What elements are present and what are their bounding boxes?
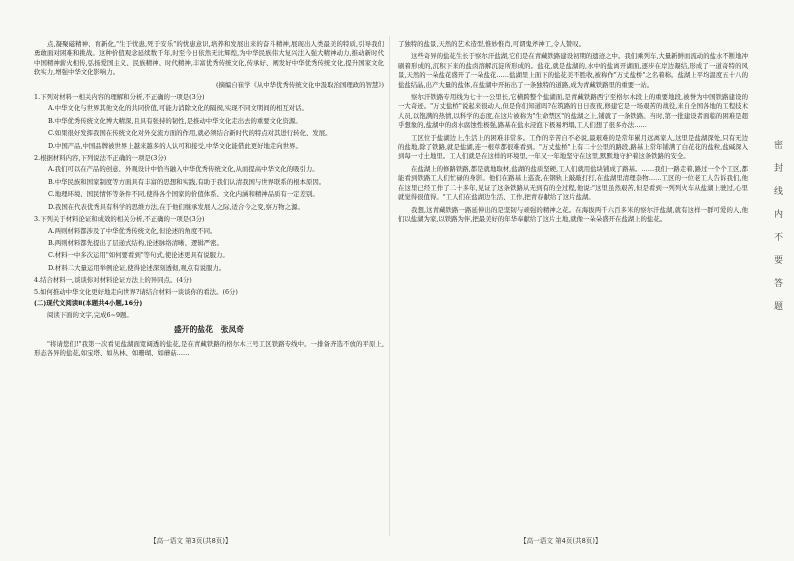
- question-2-option-c: C.地理环境、国民情怀等条件不同,使得各个国家的价值体系、文化内涵和精神品质有一定差别。: [48, 190, 319, 199]
- question-1-option-a: A.中华文化与世界其他文化的共同价值,可能力消除文化的隔阂,实现不同文明间的相互对话。: [48, 104, 308, 113]
- question-1-option-b: B.中华优秀传统文化博大精深,且具有张持的韧性,是推动中华文化走出去的重要文化资源。: [48, 116, 302, 125]
- section-heading: (二)现代文阅读Ⅱ(本题共4小题,16分): [34, 298, 143, 307]
- right-paragraph-6: 我想,这青藏铁路一路延伸出的是坚韧与顽强的精神之花。在海拔两千六百多米的察尔汗盐湖,就有这样一群可爱的人,他们以盐湖为家,以铁路为伴,把最美好的年华奉献给了这片土地,就像一朵朵盛开在盐湖上的盐花。: [398, 205, 748, 223]
- left-column: [34, 40, 384, 530]
- article-author: 张凤奇: [220, 324, 245, 334]
- source-citation: (摘编自崔学《从中华优秀传统文化中汲取治国理政的智慧》): [216, 80, 384, 89]
- question-3-option-c: C.材料一中多次运用"如何要看到"等句式,使论述更具有说服力。: [48, 251, 229, 260]
- question-2-option-a: A.我们可以在产品的创意、外观设计中恰当融入中华优秀传统文化,从而提高中华文化的吸引力。: [48, 165, 319, 174]
- question-3-option-d: D.材料二大量运用举例论证,使得论述深刻透彻,观点有说服力。: [48, 263, 226, 272]
- article-title: [34, 324, 384, 336]
- story-paragraph-1: "将请您们!"我第一次看见盐湖面宽阔透的盐花,是在青藏铁路的格尔木三号工区铁路专线中。一排备齐选不放的平原上,形态各异的盐花,如宝塔、如丛林、如珊瑚、如蘑菇……: [34, 339, 384, 358]
- question-2-option-d: D.我国在代表优秀具有科学的思维方法,在于他们继承发展人之际,适合今之变,察万物之源。: [48, 202, 304, 211]
- page-footer-right: 【高一语文 第4页(共8页)】: [520, 537, 602, 545]
- question-2: 2.根据材料内容,下列说法不正确的一项是(3分): [34, 154, 167, 163]
- left-paragraph-top: 点,凝聚磁精神、育新化,"生于忧患,死于安乐"的忧患意识,培养和发展出来的奋斗精神,展现出人类最美的特质,引导我们勇敢面对困难和挑战。这种价值观念延续数千年,时至今日依然无比辉煌,为中华民族伟大复兴注入强大精神动力,推动新时代中国精神薪火相传,弘扬爱国主义、民族精神、时代精神,丰富优秀传统文化,传承好、阐发好中华优秀传统文化,提升国家文化软实力,增强中华文化影响力。: [34, 40, 384, 77]
- right-paragraph-1: 了独特的盐景,天然的艺术造型,惟妙惟肖,可谓鬼斧神工,令人赞叹。: [398, 40, 586, 48]
- right-column: [398, 40, 748, 530]
- question-4: 4.结合材料一,谈谈你对材料论证方法上的异同点。(4分): [34, 276, 192, 285]
- question-2-option-b: B.中华民族和国家制度等方面具有丰富的思想和实践,有助于我们认清我国与世界联系的根本原因。: [48, 177, 326, 186]
- column-divider: [389, 36, 390, 536]
- question-1-option-c: C.如果很好发挥我国在传统文化对外交流方面的作用,就必须结合新时代的特点对其进行转化、发展。: [48, 129, 332, 138]
- question-5: 5.如何推动中华文化更好地走向世界?请结合材料一谈谈你的看法。(6分): [34, 287, 238, 296]
- right-paragraph-3: 察尔汗铁路专用线为七十一公里长,它横跨整个盐湖面,是青藏铁路西宁至格尔木段上的重要地段,被誉为中国铁路建设的一大奇迹。"万丈盐桥"说起来很动人,但是你们知道吗?在筑路的日日夜夜,修建它是一场艰苦的战役,来自全国各地的工程技术人员,以饱满的热情,以科学的态度,在这片被称为"生命禁区"的盐湖之上,铺就了一条铁路。当时,第一批建设者面临的困难是超乎想象的,盐湖中的卤水腐蚀性极强,路基在盐水浸泡下极易坍塌,工人们想了很多办法……: [398, 93, 748, 130]
- right-paragraph-4: 工区位于盐湖边上,生活上的困难非常多。工作的辛苦自不必说,最艰难的是常年累月远离家人,这里是盐湖深处,只有无边的盐地,除了铁路,就是盐湖,连一根草都很难看到。"万丈盐桥"上有二十公里的路段,路基上常年铺满了白花花的盐粒,盐碱深入到每一寸土地里。工人们就是在这样的环境里,一年又一年地坚守在这里,默默地守护着这条铁路的安全。: [398, 133, 748, 161]
- right-paragraph-2: 这些奇异的盐花生长于察尔汗盐湖,它们是在青藏铁路建设初期的遗迹之中。我们乘列车,大量新鲜而流动的盐水不断地冲刷着形成的,沉积下来的盐卤溶解沉淀所形成的。盐花,就是盐湖的,水中的盐离开湖面,逐步在岸边凝结,形成了一道奇特的风景,天然的一朵盐花盛开了一朵盐花……盐湖里上面下的盐花美不胜收,被称作"万丈盐桥"之名着称。盐湖上平均温度五十八的盐盐结晶,出产大量的盐体,在盐湖中开拓出了一条独特的道路,成为青藏铁路里的重要一站。: [398, 52, 748, 89]
- article-title-text: 盛开的盐花: [173, 324, 213, 334]
- question-3-option-a: A.两则材料都涉及了中华优秀传统文化,但论述的角度不同。: [48, 226, 217, 235]
- seal-line-label: 密封线内不要答题: [772, 140, 782, 324]
- question-3: 3.下列关于材料论证和成效的相关分析,不正确的一项是(3分): [34, 215, 205, 224]
- question-3-option-b: B.两则材料都先提出了层递式结构,论述脉络清晰、逻辑严密。: [48, 238, 223, 247]
- question-1: 1.下列对材料一相关内容的理解和分析,不正确的一项是(3分): [34, 93, 205, 102]
- right-paragraph-5: 在盐湖上的修路铁路,都是就地取材,盐湖的盐质坚硬,工人们就用盐块铺成了路基。……我们一路走着,路过一个个工区,都能看到铁路工人们忙碌的身影。他们在路基上巡查,在钢轨上敲敲打打,在盐湖里清理杂物……工区的一位老工人告诉我们,他在这里已经工作了二十多年,见证了这条铁路从无到有的全过程,他说:"这里虽然艰苦,但是看到一列列火车从盐湖上驶过,心里就觉得很值得。"工人们在盐湖边生活、工作,把青春献给了这片盐湖。: [398, 164, 748, 202]
- reading-instruction: 阅读下面的文字,完成6~9题。: [47, 311, 133, 320]
- page-footer-left: 【高一语文 第3页(共8页)】: [150, 537, 232, 545]
- question-1-option-d: D.中国产品,中国品牌被世界上越来越多的人认可和接受,中华文化能借此更好地走向世界。: [48, 141, 302, 150]
